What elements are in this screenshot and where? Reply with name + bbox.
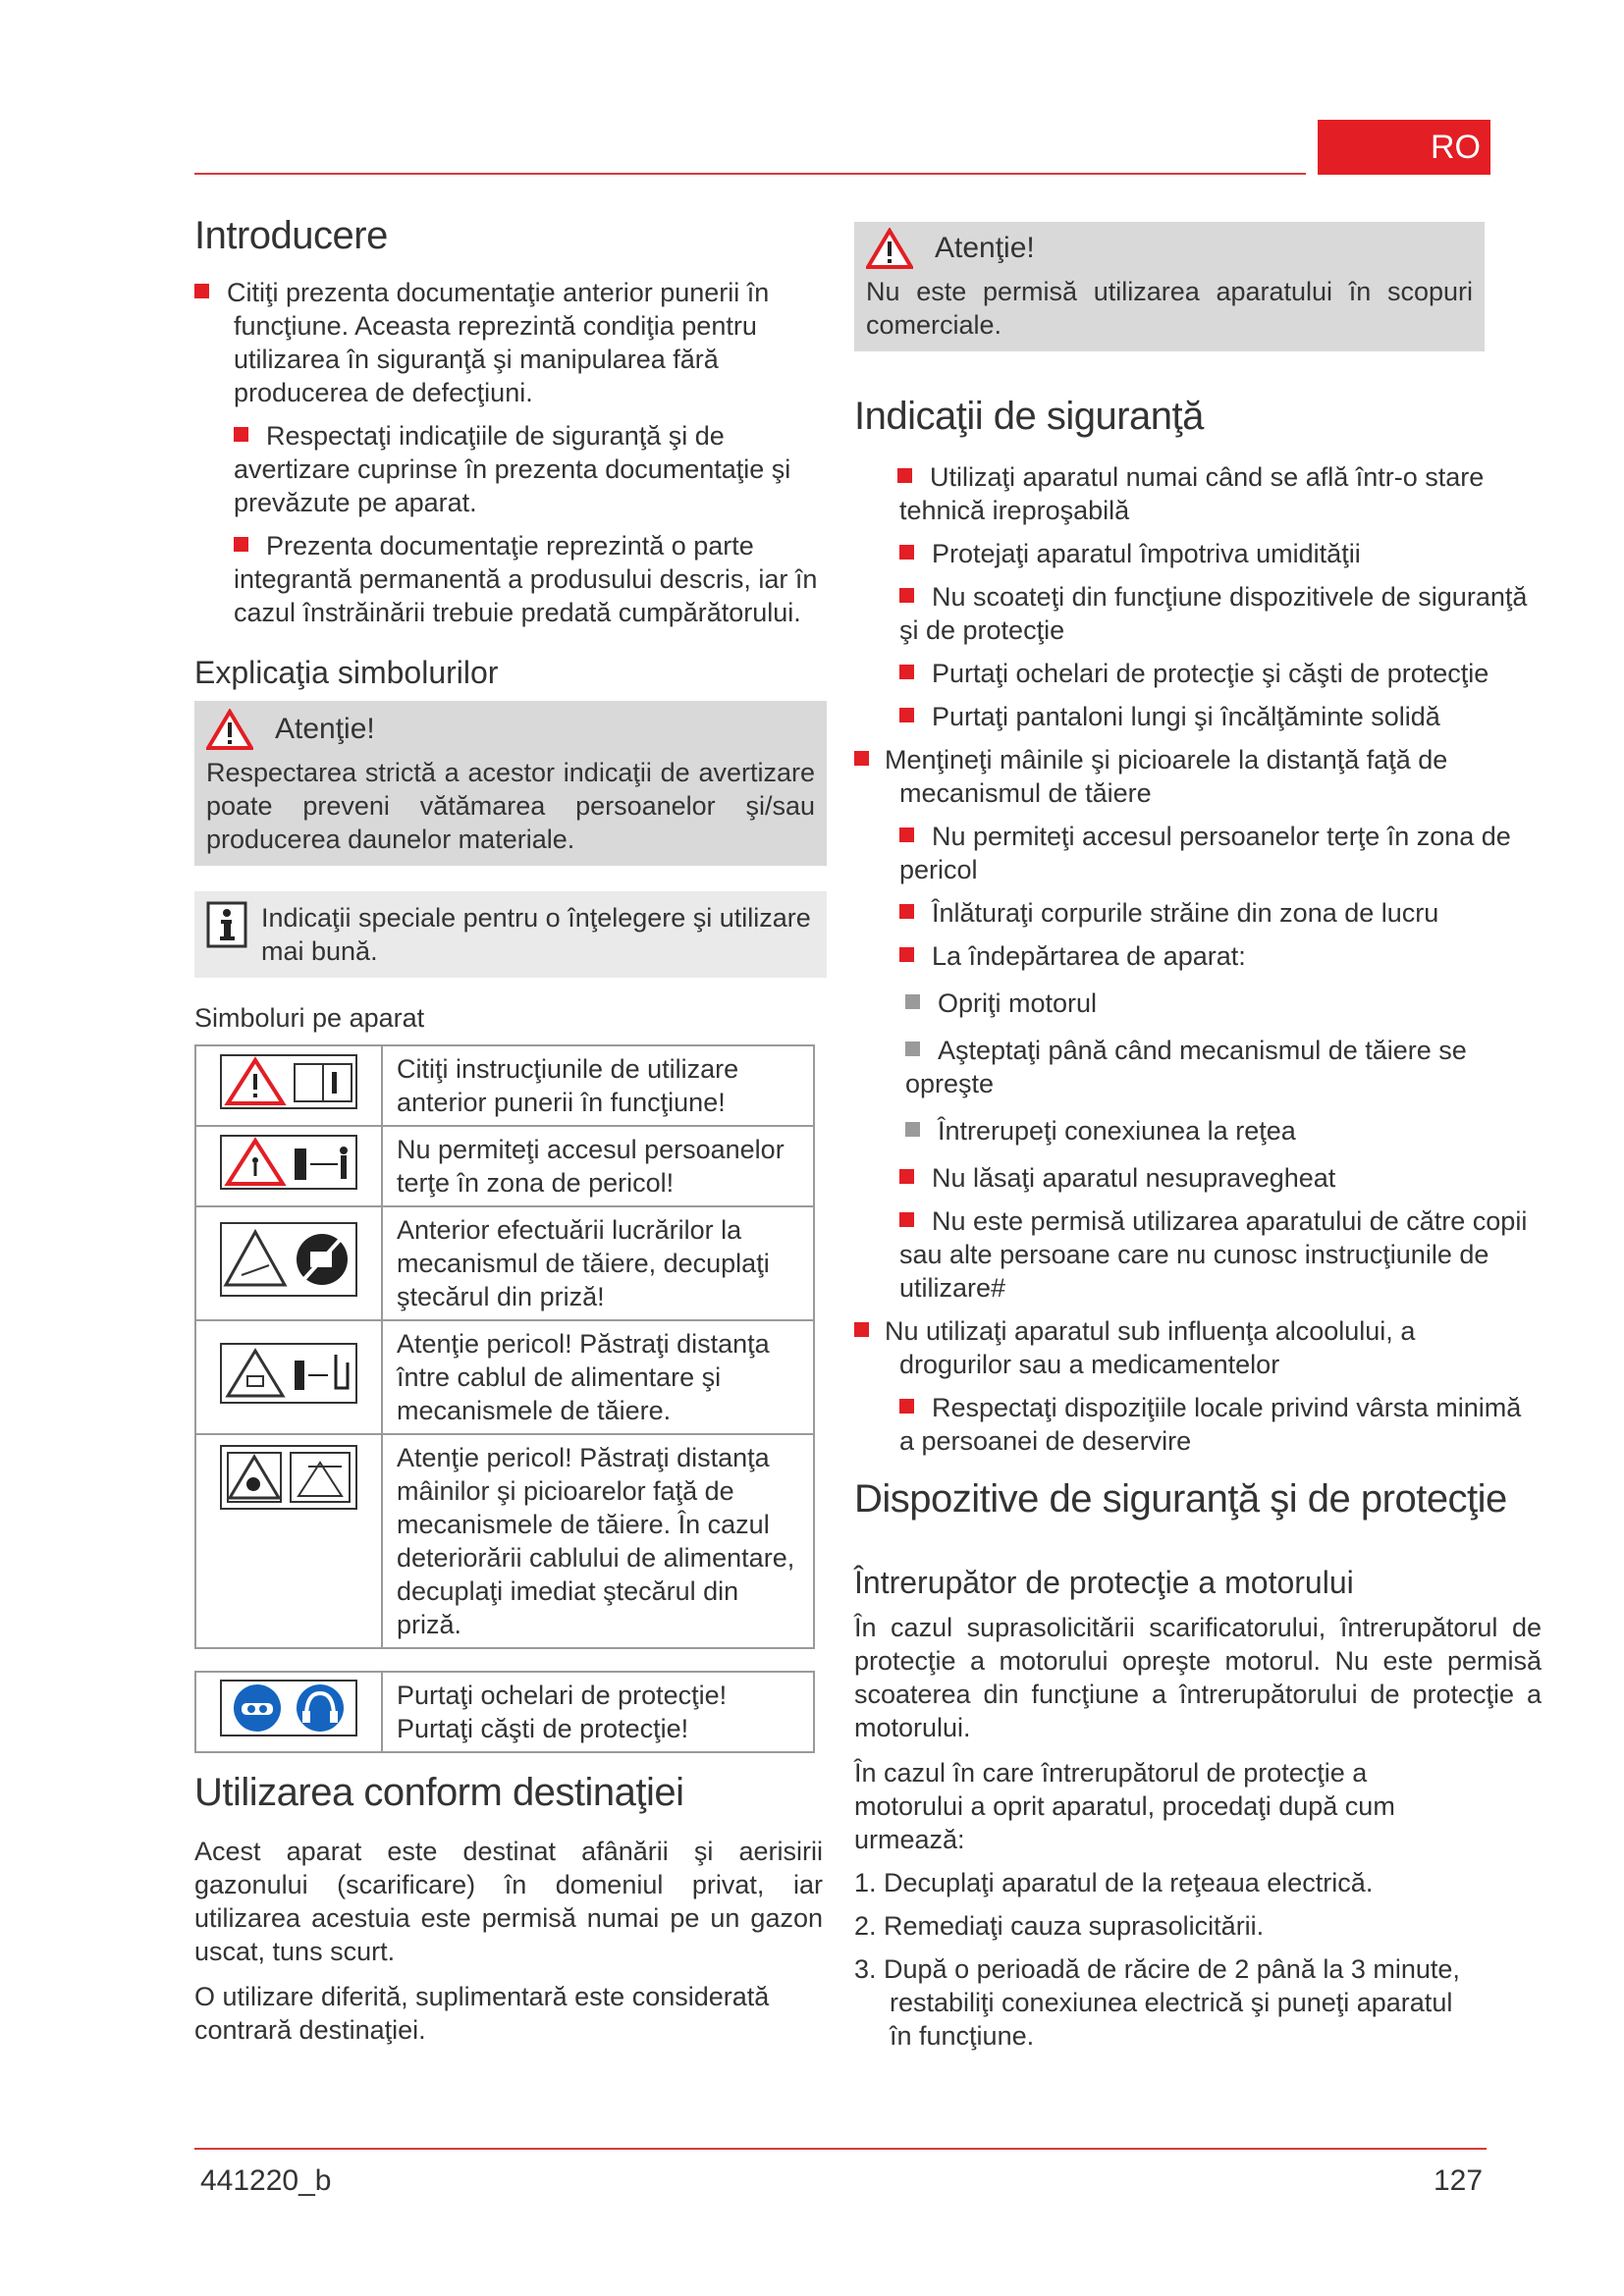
list-item: Nu permiteţi accesul persoanelor terţe în zona de pericol [899,822,1511,884]
commercial-warning-box [854,222,1485,351]
devices-title: Dispozitive de siguranţă şi de protecţie [854,1477,1507,1521]
protection-description: Purtaţi ochelari de protecţie! Purtaţi căşti de protecţie! [382,1672,814,1752]
table-row [195,1672,814,1752]
list-item: Purtaţi ochelari de protecţie şi căşti de protecţie [854,657,1532,690]
symbol-description: Anterior efectuării lucrărilor la mecanismul de tăiere, decuplaţi ştecărul din priză! [382,1206,814,1320]
list-item: 2. Remediaţi cauza suprasolicitării. [854,1911,1265,1941]
bottom-rule [194,2148,1487,2150]
motor-title: Întrerupător de protecţie a motorului [854,1565,1354,1600]
bullet-icon [899,545,914,560]
symbol-cell [195,1206,382,1320]
device-symbols-title: Simboluri pe aparat [194,1003,425,1033]
table-row [195,1434,814,1648]
info-icon [206,901,247,948]
bullet-icon [905,1122,920,1137]
document-id: 441220_b [200,2164,332,2197]
bullet-icon [194,284,209,298]
bullet-icon [899,665,914,679]
list-item: Protejaţi aparatul împotriva umidităţii [854,537,1532,570]
list-item: Aşteptaţi până când mecanismul de tăiere se opreşte [905,1036,1467,1098]
info-text: Indicaţii speciale pentru o înţelegere şi utilizare mai bună. [261,903,811,966]
protection-table [194,1671,815,1753]
intro-title: Introducere [194,214,388,257]
list-item: Înlăturaţi corpurile străine din zona de lucru [854,896,1532,930]
top-rule [194,173,1306,175]
table-row [195,1206,814,1320]
bullet-icon [899,588,914,603]
symbol-cell [195,1045,382,1126]
symbol-cell [195,1672,382,1752]
list-item: Nu utilizaţi aparatul sub influenţa alcoolului, a drogurilor sau a medicamentelor [854,1314,1532,1381]
table-row [195,1126,814,1206]
bullet-icon [854,1322,869,1337]
list-item: 3. După o perioadă de răcire de 2 până la 3 minute, restabiliţi conexiunea electrică şi puneţi aparatul în funcţiune. [854,1954,1460,2051]
page-number: 127 [1434,2164,1484,2197]
symbols-title: Explicaţia simbolurilor [194,655,499,690]
warning-text: Respectarea strictă a acestor indicaţii de avertizare poate preveni vătămarea persoanelor şi/sau producerea daunelor materiale. [206,758,815,854]
keep-distance-persons-icon [220,1135,357,1190]
bullet-icon [234,427,248,442]
table-row [195,1045,814,1126]
symbol-description: Nu permiteţi accesul persoanelor terţe în zona de pericol! [382,1126,814,1206]
safety-list [854,460,1532,1458]
bullet-icon [899,947,914,962]
list-item: Nu lăsaţi aparatul nesupravegheat [854,1161,1532,1195]
motor-text-1: În cazul suprasolicitării scarificatorului, întrerupătorul de protecţie a motorului opreşte motorul. Nu este permisă scoaterea din funcţiune a întrerupătorului de protecţie a motorului. [854,1613,1542,1742]
list-item: Întrerupeţi conexiunea la reţea [854,1114,1532,1148]
steps-list [854,1866,1473,2053]
list-item: Citiţi prezenta documentaţie anterior punerii în funcţiune. Aceasta reprezintă condiţia pentru utilizarea în siguranţă şi manipularea fără producerea de defecţiuni. [194,276,823,409]
info-box [194,891,827,978]
language-tab: RO [1318,120,1490,175]
bullet-icon [234,537,248,552]
list-item: Respectaţi indicaţiile de siguranţă şi de avertizare cuprinse în prezenta documentaţie şi prevăzute pe aparat. [234,421,791,517]
list-item: 1. Decuplaţi aparatul de la reţeaua electrică. [854,1868,1374,1897]
read-manual-icon [220,1054,357,1109]
bullet-icon [899,904,914,919]
symbol-description: Atenţie pericol! Păstraţi distanţa mâinilor şi picioarelor faţă de mecanismele de tăiere. În cazul deteriorării cablului de alimentare, decuplaţi imediat ştecărul din priză. [382,1434,814,1648]
list-item: Utilizaţi aparatul numai când se află într-o stare tehnică ireproşabilă [899,462,1485,525]
bullet-icon [905,1041,920,1056]
symbol-cell [195,1320,382,1434]
bullet-icon [899,1212,914,1227]
table-row [195,1320,814,1434]
use-text-1: Acest aparat este destinat afânării şi aerisirii gazonului (scarificare) în domeniul privat, iar utilizarea acestuia este permisă numai pe un gazon uscat, tuns scurt. [194,1837,823,1966]
symbol-cell [195,1126,382,1206]
bullet-icon [899,708,914,722]
bullet-icon [854,751,869,766]
bullet-icon [899,828,914,842]
list-item: Opriţi motorul [854,987,1532,1020]
left-column [194,214,823,2056]
goggles-earmuffs-icon [220,1680,357,1736]
hands-feet-distance-icon [220,1445,357,1510]
warning-text: Nu este permisă utilizarea aparatului în scopuri comerciale. [866,277,1473,340]
list-item: Nu este permisă utilizarea aparatului de către copii sau alte persoane care nu cunosc instrucţiunile de utilizare# [899,1206,1528,1303]
list-item: Prezenta documentaţie reprezintă o parte integrantă permanentă a produsului descris, iar în cazul înstrăinării trebuie predată cumpărătorului. [234,531,818,627]
symbol-cell [195,1434,382,1648]
bullet-icon [905,994,920,1009]
use-text-2: O utilizare diferită, suplimentară este considerată contrară destinaţiei. [194,1982,770,2045]
warning-triangle-icon [866,228,913,269]
cable-distance-icon [220,1343,357,1404]
safety-title: Indicaţii de siguranţă [854,395,1204,438]
list-item: Purtaţi pantaloni lungi şi încălţăminte solidă [854,700,1532,733]
symbol-description: Citiţi instrucţiunile de utilizare anterior punerii în funcţiune! [382,1045,814,1126]
warning-box [194,701,827,866]
intro-list [194,276,823,629]
list-item: La îndepărtarea de aparat: [854,939,1532,973]
use-title: Utilizarea conform destinaţiei [194,1771,684,1814]
warning-triangle-icon [206,709,253,750]
bullet-icon [899,1399,914,1414]
symbols-table [194,1044,815,1649]
right-column [854,222,1542,2062]
symbol-description: Atenţie pericol! Păstraţi distanţa între cablul de alimentare şi mecanismele de tăiere. [382,1320,814,1434]
bullet-icon [899,1169,914,1184]
unplug-icon [220,1222,357,1297]
list-item: Respectaţi dispoziţiile locale privind vârsta minimă a persoanei de deservire [899,1393,1522,1456]
list-item: Nu scoateţi din funcţiune dispozitivele de siguranţă şi de protecţie [899,582,1528,645]
bullet-icon [897,468,912,483]
motor-text-2: În cazul în care întrerupătorul de protecţie a motorului a oprit aparatul, procedaţi după cum urmează: [854,1758,1395,1854]
warning-title: Atenţie! [206,709,815,750]
list-item: Menţineţi mâinile şi picioarele la distanţă faţă de mecanismul de tăiere [854,743,1532,810]
warning-title: Atenţie! [866,228,1473,269]
